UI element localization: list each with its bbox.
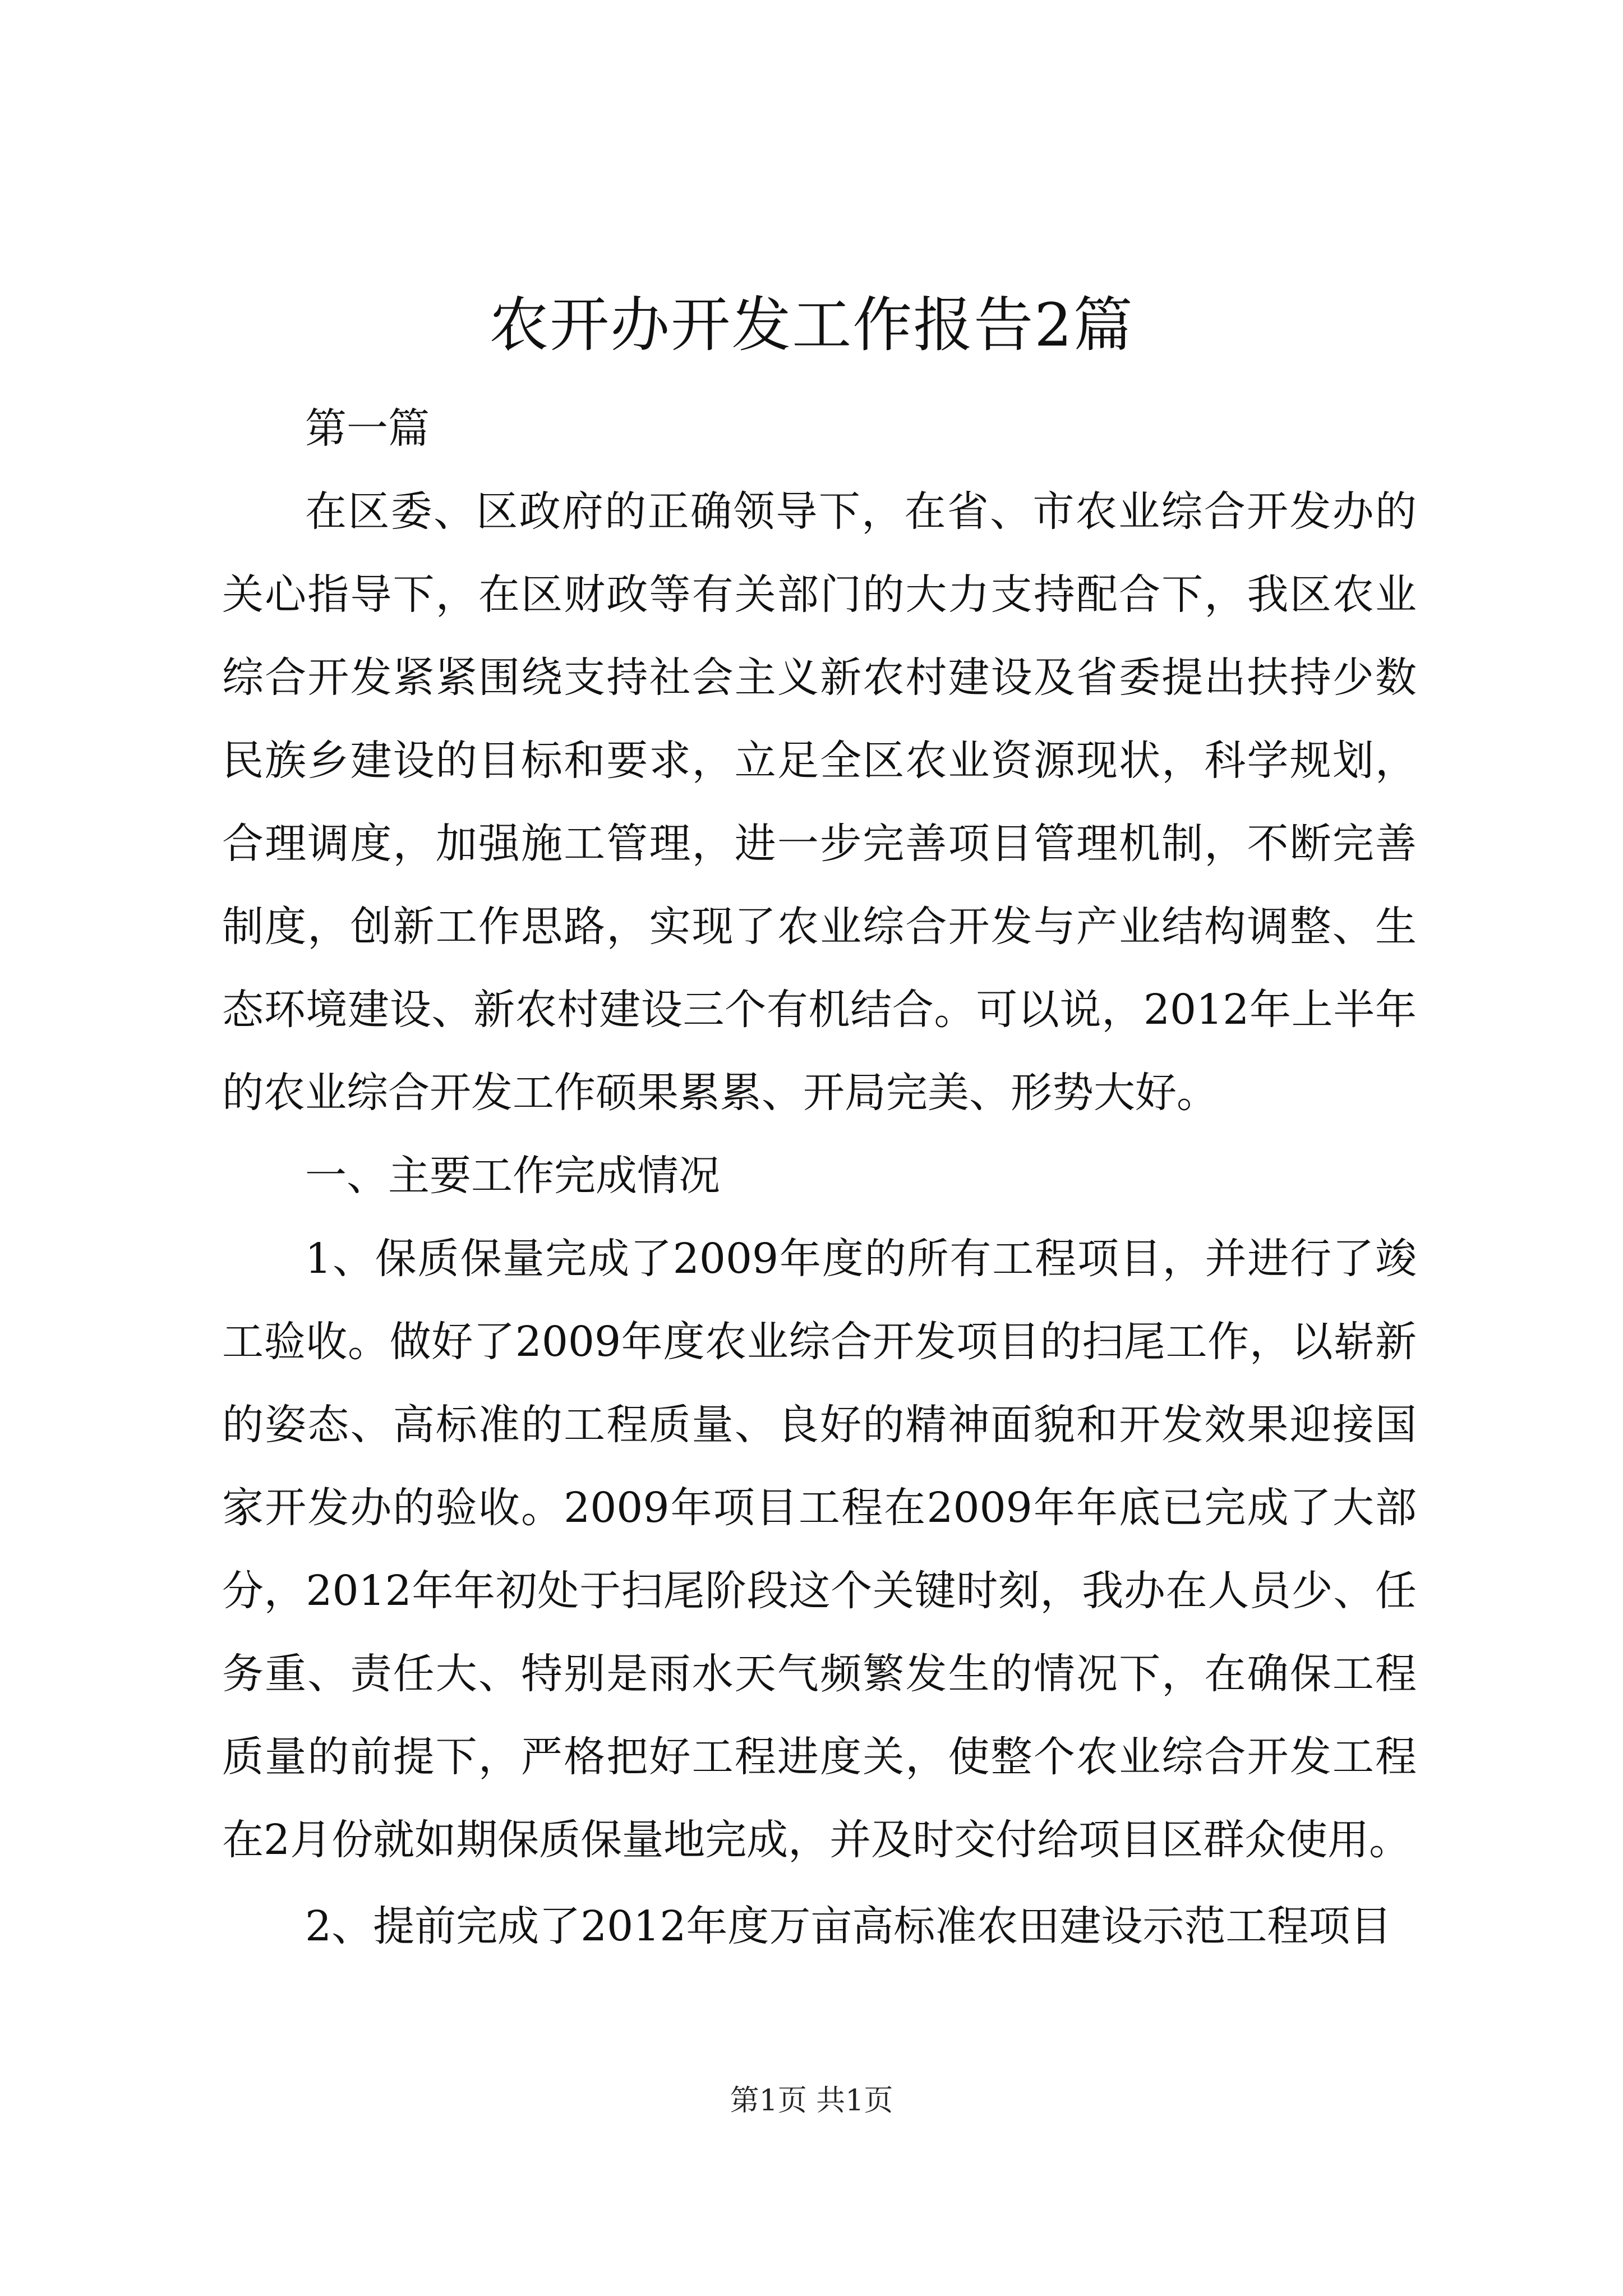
intro-paragraph: 在区委、区政府的正确领导下，在省、市农业综合开发办的关心指导下，在区财政等有关部门的大力支持配合下，我区农业综合开发紧紧围绕支持社会主义新农村建设及省委提出扶持少数民族乡建设的目标和要求，立足全区农业资源现状，科学规划，合理调度，加强施工管理，进一步完善项目管理机制，不断完善制度，创新工作思路，实现了农业综合开发与产业结构调整、生态环境建设、新农村建设三个有机结合。可以说，2012年上半年的农业综合开发工作硕果累累、开局完美、形势大好。 bbox=[222, 487, 1417, 1117]
document-body bbox=[222, 387, 1417, 1968]
section-heading: 一、主要工作完成情况 bbox=[305, 1152, 720, 1200]
item-paragraph-1: 1、保质保量完成了2009年度的所有工程项目，并进行了竣工验收。做好了2009年度农业综合开发项目的扫尾工作，以崭新的姿态、高标准的工程质量、良好的精神面貌和开发效果迎接国家开发办的验收。2009年项目工程在2009年年底已完成了大部分，2012年年初处于扫尾阶段这个关键时刻，我办在人员少、任务重、责任大、特别是雨水天气频繁发生的情况下，在确保工程质量的前提下，严格把好工程进度关，使整个农业综合开发工程在2月份就如期保质保量地完成，并及时交付给项目区群众使用。 bbox=[222, 1235, 1417, 1864]
document-title: 农开办开发工作报告2篇 bbox=[489, 291, 1134, 360]
section-label: 第一篇 bbox=[305, 404, 430, 453]
page-footer: 第1页 共1页 bbox=[730, 2084, 893, 2118]
item-paragraph-2: 2、提前完成了2012年度万亩高标准农田建设示范工程项目 bbox=[305, 1902, 1392, 1950]
